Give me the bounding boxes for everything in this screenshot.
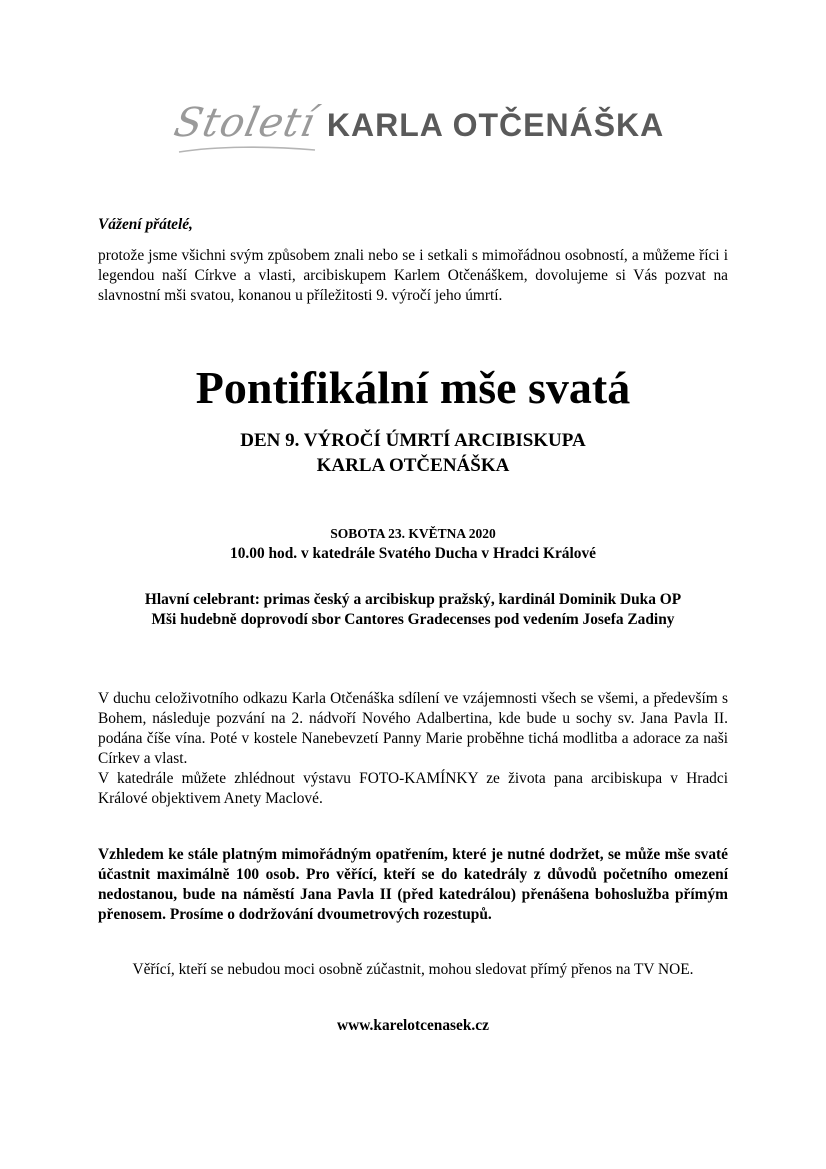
- logo-swoosh-icon: [177, 144, 317, 154]
- greeting: Vážení přátelé,: [98, 216, 193, 233]
- body-text: [98, 689, 728, 809]
- event-info: [98, 524, 728, 564]
- subtitle-line-2: KARLA OTČENÁŠKA: [316, 455, 510, 476]
- celebrant-line-2: Mši hudebně doprovodí sbor Cantores Gradecenses pod vedením Josefa Zadiny: [151, 611, 675, 628]
- intro-paragraph: protože jsme všichni svým způsobem znali nebo se i setkali s mimořádnou osobností, a můžeme říci i legendou naší Církve a vlasti, arcibiskupem Karlem Otčenáškem, dovolujeme si Vás pozvat na slavnostní mši svatou, konanou u příležitosti 9. výročí jeho úmrtí.: [98, 247, 728, 304]
- logo-name-text: KARLA OTČENÁŠKA: [326, 107, 665, 143]
- main-title: Pontifikální mše svatá: [195, 362, 631, 413]
- logo: [170, 100, 665, 156]
- subtitle: [98, 428, 728, 478]
- event-date: SOBOTA 23. KVĚTNA 2020: [330, 526, 496, 541]
- logo-script-text: Století: [170, 100, 320, 146]
- celebrant-line-1: Hlavní celebrant: primas český a arcibiskup pražský, kardinál Dominik Duka OP: [144, 591, 682, 608]
- website-link[interactable]: www.karelotcenasek.cz: [337, 1017, 489, 1034]
- tv-note: Věřící, kteří se nebudou moci osobně zúčastnit, mohou sledovat přímý přenos na TV NOE.: [132, 961, 694, 978]
- body-paragraph-2: V katedrále můžete zhlédnout výstavu FOTO-KAMÍNKY ze života pana arcibiskupa v Hradci Králové objektivem Anety Maclové.: [98, 770, 728, 807]
- body-paragraph-1: V duchu celoživotního odkazu Karla Otčenáška sdílení ve vzájemnosti všech se všemi, a především s Bohem, následuje pozvání na 2. nádvoří Nového Adalbertina, kde bude u sochy sv. Jana Pavla II. podána číše vína. Poté v kostele Nanebevzetí Panny Marie proběhne tichá modlitba a adorace za naši Církev a vlast.: [98, 690, 728, 767]
- subtitle-line-1: DEN 9. VÝROČÍ ÚMRTÍ ARCIBISKUPA: [240, 430, 586, 451]
- event-time-place: 10.00 hod. v katedrále Svatého Ducha v Hradci Králové: [230, 545, 596, 562]
- notice-paragraph: Vzhledem ke stále platným mimořádným opatřením, které je nutné dodržet, se může mše svaté účastnit maximálně 100 osob. Pro věřící, kteří se do katedrály z důvodů početního omezení nedostanou, bude na náměstí Jana Pavla II (před katedrálou) přenášena bohoslužba přímým přenosem. Prosíme o dodržování dvoumetrových rozestupů.: [98, 846, 728, 923]
- celebrant-info: [98, 590, 728, 630]
